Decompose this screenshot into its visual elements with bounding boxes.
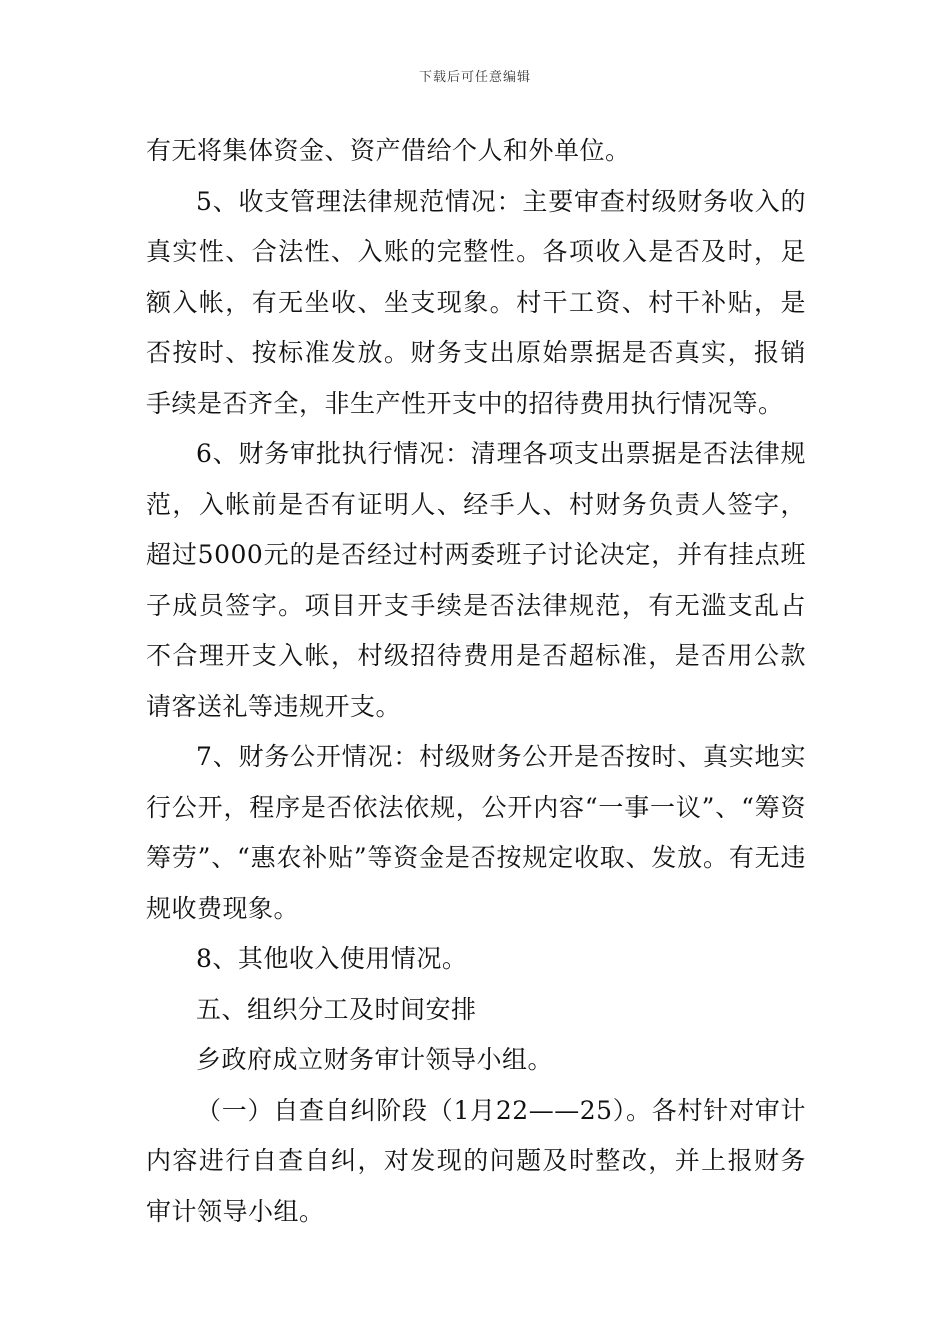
document-body xyxy=(146,126,806,1237)
paragraph-item-6: 6、财务审批执行情况：清理各项支出票据是否法律规范，入帐前是否有证明人、经手人、村财务负责人签字，超过5000元的是否经过村两委班子讨论决定，并有挂点班子成员签字。项目开支手续是否法律规范，有无滥支乱占不合理开支入帐，村级招待费用是否超标准，是否用公款请客送礼等违规开支。 xyxy=(146,439,806,721)
paragraph-item-5: 5、收支管理法律规范情况：主要审查村级财务收入的真实性、合法性、入账的完整性。各项收入是否及时，足额入帐，有无坐收、坐支现象。村干工资、村干补贴，是否按时、按标准发放。财务支出原始票据是否真实，报销手续是否齐全，非生产性开支中的招待费用执行情况等。 xyxy=(146,186,806,418)
paragraph-continuation: 有无将集体资金、资产借给个人和外单位。 xyxy=(146,136,631,165)
paragraph-item-8: 8、其他收入使用情况。 xyxy=(196,944,468,973)
paragraph-item-7: 7、财务公开情况：村级财务公开是否按时、真实地实行公开，程序是否依法依规，公开内容“一事一议”、“筹资筹劳”、“惠农补贴”等资金是否按规定收取、发放。有无违规收费现象。 xyxy=(146,742,806,923)
section-heading-5: 五、组织分工及时间安排 xyxy=(196,994,477,1024)
page-header: 下载后可任意编辑 xyxy=(418,70,531,85)
paragraph-leadership-group: 乡政府成立财务审计领导小组。 xyxy=(196,1045,554,1074)
paragraph-phase-1: （一）自查自纠阶段（1月22——25）。各村针对审计内容进行自查自纠，对发现的问题及时整改，并上报财务审计领导小组。 xyxy=(146,1095,806,1226)
